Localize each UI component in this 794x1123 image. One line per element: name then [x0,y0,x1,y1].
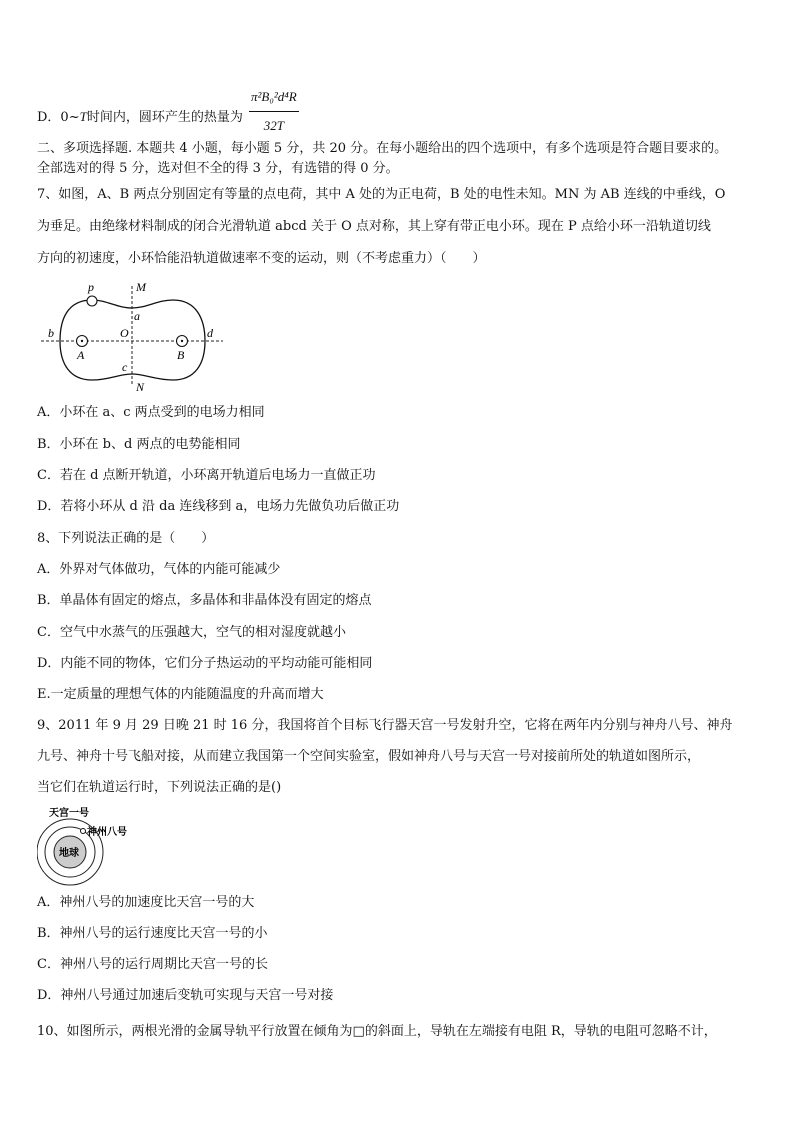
q8-option-b: B．单晶体有固定的熔点，多晶体和非晶体没有固定的熔点 [37,593,372,608]
q9-stem-line2: 九号、神舟十号飞船对接，从而建立我国第一个空间实验室，假如神舟八号与天宫一号对接前所处的轨道如图所示， [37,749,701,764]
q7-track-figure [37,278,227,398]
q8-option-e: E.一定质量的理想气体的内能随温度的升高而增大 [37,687,324,702]
q9-option-a: A．神州八号的加速度比天宫一号的大 [37,895,255,910]
section2-line1: 二、多项选择题. 本题共 4 小题，每小题 5 分，共 20 分。在每小题给出的四个选项中，有多个选项是符合题目要求的。 [37,141,728,156]
q9-option-b: B．神州八号的运行速度比天宫一号的小 [37,926,268,941]
q8-stem: 8、下列说法正确的是（ ） [37,531,215,546]
q8-option-d: D．内能不同的物体，它们分子热运动的平均动能可能相同 [37,656,373,671]
label-shenzhou: 神州八号 [87,827,127,838]
label-m: M [136,280,146,294]
q9-option-d: D．神州八号通过加速后变轨可实现与天宫一号对接 [37,988,334,1003]
q7-option-c: C．若在 d 点断开轨道，小环离开轨道后电场力一直做正功 [37,468,376,483]
label-b: b [48,326,54,340]
label-a: a [134,309,140,323]
q9-stem-line3: 当它们在轨道运行时，下列说法正确的是() [37,780,282,795]
q7-stem-line2: 为垂足。由绝缘材料制成的闭合光滑轨道 abcd 关于 O 点对称，其上穿有带正电小环。现在 P 点给小环一沿轨道切线 [37,219,711,234]
q7-option-a: A．小环在 a、c 两点受到的电场力相同 [37,405,265,420]
q6-option-d-text: 时间内，圆环产生的热量为 [86,110,243,125]
shenzhou-spacecraft [81,829,86,834]
label-charge-a: A [77,348,85,362]
q7-option-b: B．小环在 b、d 两点的电势能相同 [37,437,241,452]
label-d: d [207,326,213,340]
heat-formula-numerator: π²B₀²d⁴R [249,84,299,112]
label-earth: 地球 [59,848,79,859]
q8-option-c: C．空气中水蒸气的压强越大，空气的相对湿度就越小 [37,625,346,640]
section2-line2: 全部选对的得 5 分，选对但不全的得 3 分，有选错的得 0 分。 [37,161,399,176]
q9-stem-line1: 9、2011 年 9 月 29 日晚 21 时 16 分，我国将首个目标飞行器天宫一号发射升空，它将在两年内分别与神舟八号、神舟 [37,718,733,733]
q9-option-c: C．神州八号的运行周期比天宫一号的长 [37,957,268,972]
q6-option-d [37,90,299,145]
label-p: p [88,280,94,294]
q7-stem-line3: 方向的初速度，小环恰能沿轨道做速率不变的运动，则（不考虑重力）（ ） [37,251,486,266]
q8-option-a: A．外界对气体做功，气体的内能可能减少 [37,562,281,577]
label-c: c [122,360,128,374]
ring-p [87,296,97,306]
heat-formula [249,84,299,139]
label-tiangong: 天宫一号 [49,808,89,819]
label-o: O [120,326,129,340]
q6-option-d-prefix: D．0~ [37,110,80,125]
q7-stem-line1: 7、如图，A、B 两点分别固定有等量的点电荷，其中 A 处的为正电荷，B 处的电性未知。MN 为 AB 连线的中垂线，O [37,187,726,202]
label-n: N [136,380,145,394]
q10-stem-line1: 10、如图所示，两根光滑的金属导轨平行放置在倾角为□的斜面上，导轨在左端接有电阻 R，导轨的电阻可忽略不计， [37,1024,717,1039]
label-charge-b: B [177,348,185,362]
heat-formula-denominator: 32T [263,118,284,133]
q6-option-d-t: T [79,109,87,124]
q7-option-d: D．若将小环从 d 沿 da 连线移到 a，电场力先做负功后做正功 [37,499,400,514]
q9-orbit-figure [37,806,147,886]
